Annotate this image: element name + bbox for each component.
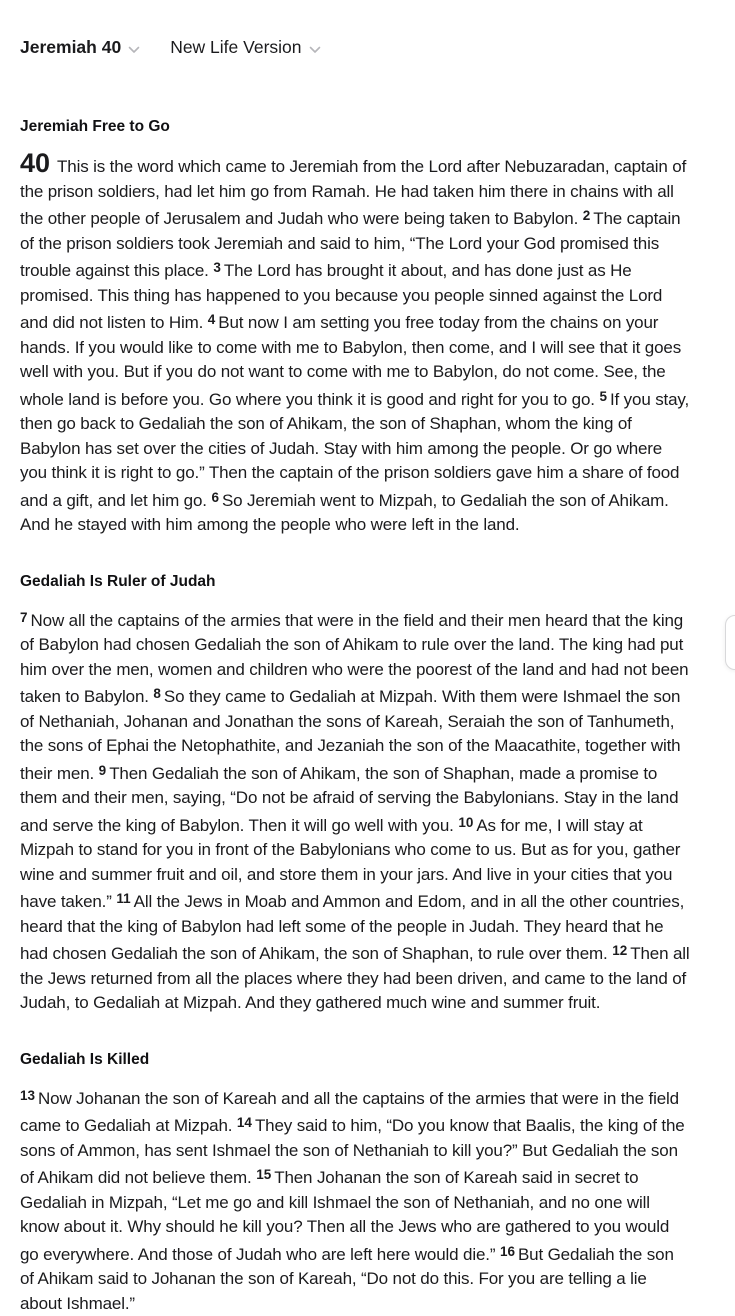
chevron-down-icon [128, 38, 140, 59]
chapter-number: 40 [20, 148, 50, 178]
verse-number: 13 [20, 1088, 35, 1103]
verse-text: Then Gedaliah the son of Ahikam, the son of Shaphan, made a promise to them and their men, saying, “Do not be afraid of serving the Babylonians. Stay in the land and serve the king of Babylon. Then it will go well with you. [20, 764, 678, 835]
verse-11[interactable] [20, 892, 684, 963]
verse-text: Now all the captains of the armies that were in the field and their men heard that the king of Babylon had chosen Gedaliah the son of Ahikam to rule over the land. The king had put him over the men, women and children who were the poorest of the land and had not been taken to Babylon. [20, 611, 688, 707]
verse-text: Now Johanan the son of Kareah and all the captains of the armies that were in the field came to Gedaliah at Mizpah. [20, 1089, 679, 1136]
version-label: New Life Version [170, 37, 301, 58]
verse-text: So Jeremiah went to Mizpah, to Gedaliah the son of Ahikam. And he stayed with him among the people who were left in the land. [20, 491, 669, 535]
verse-number: 4 [208, 312, 216, 327]
verse-text: Then Johanan the son of Kareah said in secret to Gedaliah in Mizpah, “Let me go and kill Ishmael the son of Nethaniah, and no one will know about it. Why should he kill you? Then all the Jews who are gathered to you would go everywhere. And those of Judah who are left here would die.” [20, 1168, 669, 1264]
verse-number: 5 [599, 389, 607, 404]
verse-text: As for me, I will stay at Mizpah to stand for you in front of the Babylonians who come to us. But as for you, gather wine and summer fruit and oil, and store them in your jars. And live in your cities that you have taken.” [20, 816, 680, 912]
section-heading: Gedaliah Is Ruler of Judah [20, 572, 692, 592]
verse-number: 7 [20, 610, 28, 625]
verse-text: All the Jews in Moab and Ammon and Edom, and in all the other countries, heard that the king of Babylon had left some of the people in Judah. They heard that he had chosen Gedaliah the son of Ahikam, the son of Shaphan, to rule over them. [20, 892, 684, 963]
verse-number: 15 [256, 1167, 271, 1182]
verse-text: The captain of the prison soldiers took Jeremiah and said to him, “The Lord your God promised this trouble against this place. [20, 209, 680, 280]
verse-number: 10 [458, 815, 473, 830]
verse-text: They said to him, “Do you know that Baalis, the king of the sons of Ammon, has sent Ishmael the son of Nethaniah to kill you?” But Gedaliah the son of Ahikam did not believe them. [20, 1116, 685, 1187]
chapter-content [0, 59, 735, 1316]
reader-header [0, 0, 735, 59]
verse-number: 16 [500, 1244, 515, 1259]
verse-number: 6 [211, 490, 219, 505]
verse-text: But now I am setting you free today from the chains on your hands. If you would like to come with me to Babylon, then come, and I will see that it goes well with you. But if you do not want to come with me to Babylon, do not come. See, the whole land is before you. Go where you think it is good and right for you to go. [20, 313, 681, 409]
verse-number: 3 [213, 260, 221, 275]
verse-paragraph [20, 1084, 692, 1316]
edge-floating-widget[interactable] [725, 615, 735, 670]
chevron-down-icon [309, 38, 321, 59]
verse-text: If you stay, then go back to Gedaliah the son of Ahikam, the son of Shaphan, whom the king of Babylon has set over the cities of Judah. Stay with him among the people. Or go where you think it is right to go.” Then the captain of the prison soldiers gave him a share of food and a gift, and let him go. [20, 390, 689, 510]
verse-text: Then all the Jews returned from all the places where they had been driven, and came to the land of Judah, to Gedaliah at Mizpah. And they gathered much wine and summer fruit. [20, 944, 690, 1012]
verse-number: 11 [116, 891, 130, 906]
verse-text: The Lord has brought it about, and has done just as He promised. This thing has happened to you because you people sinned against the Lord and did not listen to Him. [20, 261, 662, 332]
verse-text: This is the word which came to Jeremiah from the Lord after Nebuzaradan, captain of the prison soldiers, had let him go from Ramah. He had taken him there in chains with all the other people of Jerusalem and Judah who were being taken to Babylon. [20, 157, 686, 228]
verse-number: 14 [237, 1115, 252, 1130]
verse-number: 8 [153, 686, 161, 701]
verse-number: 12 [612, 943, 627, 958]
book-chapter-selector[interactable] [20, 35, 140, 59]
book-chapter-label: Jeremiah 40 [20, 37, 121, 58]
verse-text: So they came to Gedaliah at Mizpah. With them were Ishmael the son of Nethaniah, Johanan and Jonathan the sons of Kareah, Seraiah the son of Tanhumeth, the sons of Ephai the Netophathite, and Jezaniah the son of the Maacathite, together with their men. [20, 687, 681, 783]
section-heading: Gedaliah Is Killed [20, 1050, 692, 1070]
verse-paragraph [20, 151, 692, 538]
section-heading: Jeremiah Free to Go [20, 117, 692, 137]
verse-paragraph [20, 606, 692, 1016]
verse-text: But Gedaliah the son of Ahikam said to Johanan the son of Kareah, “Do not do this. For you are telling a lie about Ishmael.” [20, 1245, 674, 1313]
version-selector[interactable] [170, 35, 320, 59]
verse-number: 2 [583, 208, 591, 223]
verse-number: 9 [99, 763, 107, 778]
